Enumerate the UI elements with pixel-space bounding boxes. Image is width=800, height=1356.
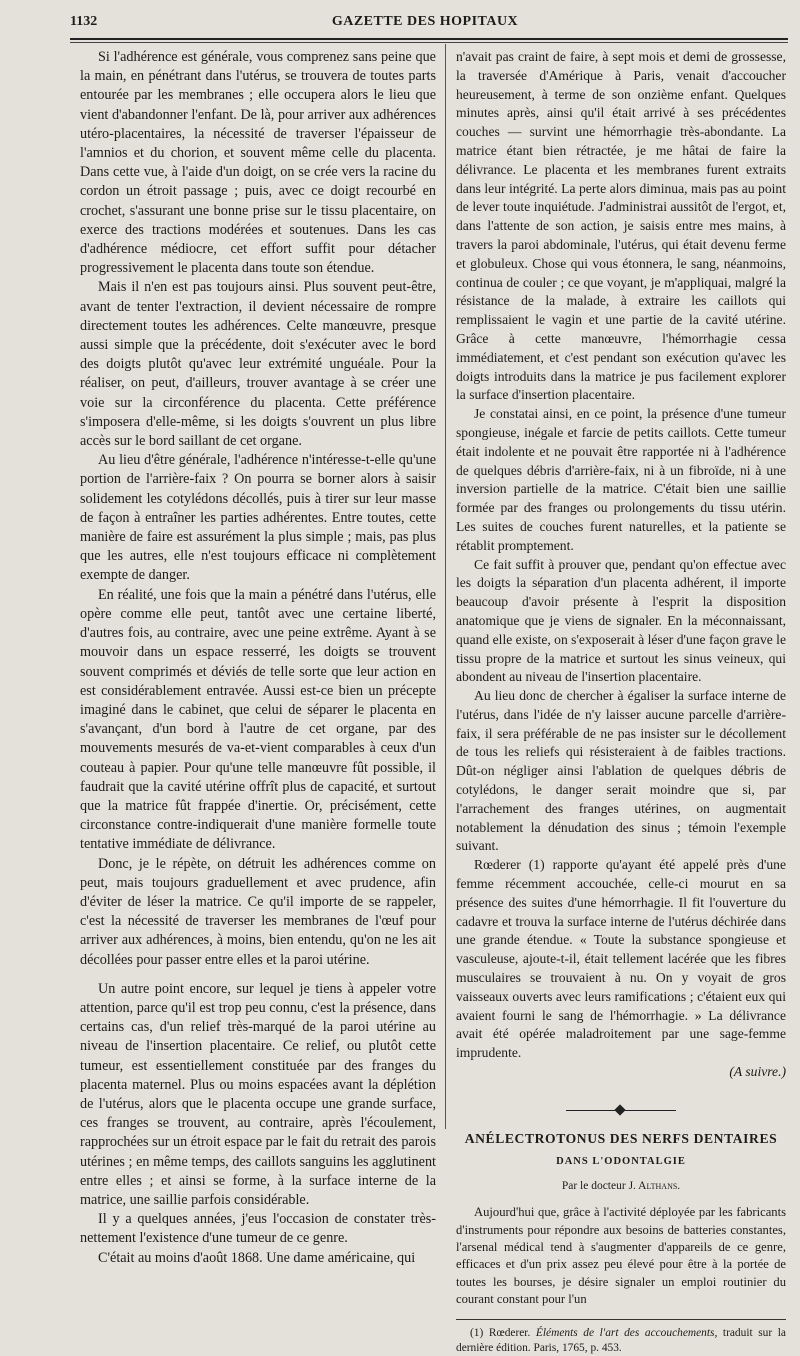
to-be-continued: (A suivre.): [729, 1064, 786, 1080]
paragraph: C'était au moins d'août 1868. Une dame américaine, qui: [98, 1249, 416, 1266]
diamond-icon: [614, 1104, 625, 1115]
paragraph: Rœderer (1) rapporte qu'ayant été appelé près d'une femme récemment accouchée, celle-ci mourut en sa présence des suites d'une hémorrhagie. Il fit l'ouverture du cadavre et trouva la surface interne de l'utérus déchirée dans une grande étendue. « Toute la substance spongieuse et vasculeuse, ajoute-t-il, était tellement lacérée que les fibres musculaires se trouvaient à nu. On y voyait de gros vaisseaux ouverts avec leurs ramifications ; c'étaient eux qui avaient fourni le sang de l'hémorrhagie. » La délivrance avait été opérée maladroitement par une sage-femme imprudente.: [456, 857, 786, 1061]
footnote-title: Éléments de l'art des accouchements,: [535, 1326, 718, 1339]
column-divider: [445, 44, 446, 1129]
article-byline: [456, 1177, 786, 1196]
paragraph: Au lieu d'être générale, l'adhérence n'intéresse-t-elle qu'une portion de l'arrière-faix ? On pourra se borner alors à saisir solidement les cotylédons décollés, puis à tirer sur leur masse de façon à entraîner les parties adhérentes. Entre toutes, cette manière de faire est assurément la plus simple ; mais, pas plus que les autres, elle n'est toujours efficace ni complètement exempte de danger.: [80, 452, 436, 584]
footnote-marker: (1) Rœderer.: [470, 1326, 531, 1339]
paragraph: Un autre point encore, sur lequel je tiens à appeler votre attention, parce qu'il est trop peu connu, c'est la présence, dans certains cas, d'un relief très-marqué de la paroi utérine au niveau de l'insertion placentaire. Ce relief, ou plutôt cette tumeur, est essentiellement constituée par des franges du placenta maternel. Plus ou moins espacées avant la déplétion de l'utérus, alors que le placenta occupe une grande surface, ces franges se trouvent, au contraire, après l'écoulement, rapprochées sur un étroit espace par le fait du retrait des parois utérines ; en même temps, des caillots sanguins les agglutinent entre elles ; et ainsi se forme, à la surface interne de la matrice, une saillie parfois considérable.: [80, 980, 436, 1208]
section-separator: [566, 1106, 676, 1116]
paragraph: En réalité, une fois que la main a pénétré dans l'utérus, elle opère comme elle peut, tantôt avec une certaine liberté, d'autres fois, au contraire, avec une peine extrême. Ayant à se mouvoir dans un espace resserré, les doigts se trouvent souvent comprimés et déviés de telle sorte que leur action en est considérablement entravée. Aussi est-ce bien un précepte imaginé dans le cabinet, que celui de séparer le placenta en s'avançant, d'un bord à l'autre de cet organe, par des mouvements mesurés de va-et-vient comparables à ceux d'un couteau à papier. Pour qu'une telle manœuvre fût possible, il faudrait que la cavité utérine offrît plus de capacité, et surtout que la matrice fût frappée d'inertie. Or, précisément, cette circonstance contre-indiquerait d'une manière formelle toute tentative immédiate de délivrance.: [80, 586, 436, 853]
paragraph: Aujourd'hui que, grâce à l'activité déployée par les fabricants d'instruments pour répondre aux besoins de batteries constantes, l'arsenal médical tend à s'augmenter d'appareils de ce genre, efficaces et d'un prix assez peu élevé pour être à la portée de toutes les bourses, je désire signaler un emploi routinier du courant constant pour l'un: [456, 1205, 786, 1307]
paragraph: n'avait pas craint de faire, à sept mois et demi de grossesse, la traversée d'Amérique à Paris, venait d'accoucher heureusement, à terme de son onzième enfant. Quelques minutes après, ainsi qu'il était arrivé à ses précédentes couches — survint une hémorrhagie très-abondante. La matrice étant bien rétractée, je me hâtai de faire la délivrance. Le placenta et les membranes furent extraits dans leur intégrité. La perte alors diminua, mais pas au point de lever toute inquiétude. J'administrai aussitôt de l'ergot, et, dans l'attente de son action, je saisis entre mes mains, à travers la paroi abdominale, l'utérus, qui était devenu ferme et globuleux. Chose qui vous étonnera, le sang, néanmoins, continua de couler ; ce que voyant, je m'appliquai, malgré la résistance de la malade, à extraire les caillots qui remplissaient le vagin et une partie de la cavité utérine. Grâce à cette manœuvre, l'hémorrhagie cessa immédiatement, et c'est pendant son exécution qu'avec les doigts introduits dans la matrice je pus facilement explorer la surface d'insertion placentaire.: [456, 49, 786, 403]
author-name: J. Althans.: [628, 1180, 681, 1193]
byline-prefix: Par le docteur: [561, 1180, 626, 1193]
page-number: 1132: [70, 14, 98, 29]
paragraph: Si l'adhérence est générale, vous comprenez sans peine que la main, en pénétrant dans l'utérus, se trouvera de toutes parts entourée par les membranes ; elle occupera alors le lieu que vient d'abandonner l'enfant. De là, pour arriver aux adhérences utéro-placentaires, la nécessité de traverser l'épaisseur de l'amnios et du chorion, et souvent même celle du placenta. Dans cette vue, à l'aide d'un doigt, on se crée vers la racine du cordon un étroit passage ; puis, avec ce doigt recourbé en crochet, s'assurant une bonne prise sur le tissu placentaire, on exerce des tractions modérées et soutenues. Dans les cas d'adhérence médiocre, cet effort suffit pour détacher progressivement le placenta dans toute son étendue.: [80, 49, 436, 277]
right-column: [456, 48, 786, 1356]
footnote: [456, 1326, 786, 1356]
paragraph: Je constatai ainsi, en ce point, la présence d'une tumeur spongieuse, inégale et farcie de petits caillots. Cette tumeur était indolente et ne pouvait être rapportée ni à l'adhérence de quelques débris d'arrière-faix, ni à un fibroïde, ni à une inversion partielle de la matrice. C'était bien une saillie formée par des franges ou prolongements du tissu utérin. Les suites de couches furent naturelles, et la patiente se rétablit promptement.: [456, 406, 786, 553]
footnote-rest: traduit sur la dernière édition. Paris, 1765, p. 453.: [456, 1326, 786, 1354]
paragraph: Ce fait suffit à prouver que, pendant qu'on effectue avec les doigts la séparation d'un placenta adhérent, il importe beaucoup d'avoir présente à l'esprit la disposition anatomique que je viens de signaler. En la méconnaissant, quand elle existe, on s'exposerait à léser d'une façon grave le tissu propre de la matrice et surtout les sinus veineux, qui abondent au niveau de l'insertion placentaire.: [456, 556, 786, 685]
header-rule: [70, 38, 788, 40]
paragraph: Donc, je le répète, on détruit les adhérences comme on peut, mais toujours graduellement et avec prudence, afin d'éviter de léser la matrice. Ce qu'il importe de se rappeler, c'est la nécessité de traverser les membranes de l'œuf pour arriver aux adhérences, à moins, bien entendu, qu'on ne les ait décollées pour passer entre elles et la paroi utérine.: [80, 855, 436, 968]
page-header: [70, 12, 780, 34]
header-rule-thin: [70, 42, 788, 43]
article-title: ANÉLECTROTONUS DES NERFS DENTAIRES: [464, 1130, 778, 1146]
paragraph: Il y a quelques années, j'eus l'occasion de constater très-nettement l'existence d'une tumeur de ce genre.: [80, 1211, 436, 1247]
paragraph: Au lieu donc de chercher à égaliser la surface interne de l'utérus, dans l'idée de n'y laisser aucune parcelle d'arrière-faix, il sera préférable de ne pas insister sur le décollement de tous les reliefs qui résisteraient à de faibles tractions. Dût-on négliger ainsi l'ablation de quelques débris de cotylédons, le danger serait moindre que si, par l'arrachement des franges utérines, on augmentait notablement la dénudation des sinus ; témoin l'exemple suivant.: [456, 688, 786, 854]
left-column: [80, 48, 436, 1268]
paragraph: Mais il n'en est pas toujours ainsi. Plus souvent peut-être, avant de tenter l'extraction, il devient nécessaire de rompre directement toutes les adhérences. Celte manœuvre, presque aussi simple que la précédente, doit s'exécuter avec le bord des doigts plutôt qu'avec leur extrémité unguéale. Pour la réaliser, on peut, d'ailleurs, trouver avantage à se créer une voie sur la circonférence du placenta. Cette préférence s'imposera d'elle-même, si les doigts s'ouvrent un plus libre accès sur le bord saillant de cet organe.: [80, 279, 436, 450]
running-title: GAZETTE DES HOPITAUX: [331, 14, 519, 29]
footnote-rule: [456, 1319, 786, 1320]
article-subtitle: DANS L'ODONTALGIE: [556, 1155, 686, 1167]
